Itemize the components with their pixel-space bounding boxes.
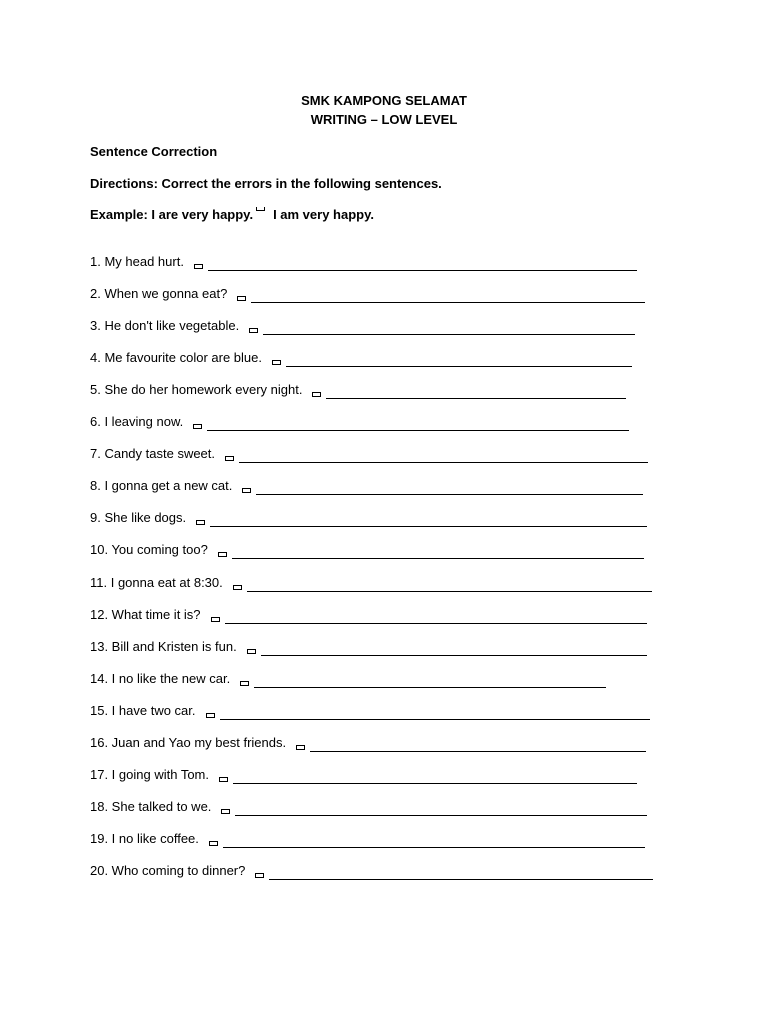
sentence-text: 15. I have two car.: [90, 702, 196, 718]
arrow-icon: [237, 296, 246, 301]
sentence-item: [90, 831, 645, 847]
sentence-item: [90, 542, 644, 558]
sentence-item: [90, 607, 647, 623]
sentence-text: 7. Candy taste sweet.: [90, 446, 216, 462]
arrow-icon: [218, 552, 227, 557]
answer-blank[interactable]: [269, 865, 653, 880]
arrow-icon: [221, 809, 230, 814]
sentence-text: 13. Bill and Kristen is fun.: [90, 638, 237, 654]
arrow-icon: [211, 617, 220, 622]
arrow-icon: [219, 777, 228, 782]
answer-blank[interactable]: [210, 512, 647, 527]
sentence-item: [90, 703, 650, 719]
sentence-text: 2. When we gonna eat?: [90, 286, 228, 302]
arrow-icon: [225, 456, 234, 461]
sentence-text: 18. She talked to we.: [90, 798, 212, 814]
arrow-icon: [206, 713, 215, 718]
answer-blank[interactable]: [220, 705, 650, 720]
answer-blank[interactable]: [254, 673, 606, 688]
sentence-text: 3. He don't like vegetable.: [90, 318, 240, 334]
sentence-item: [90, 735, 646, 751]
answer-blank[interactable]: [326, 384, 626, 399]
sentence-item: [90, 286, 645, 302]
arrow-icon: [247, 649, 256, 654]
sentence-item: [90, 639, 647, 655]
sentence-item: [90, 350, 632, 366]
sentence-text: 9. She like dogs.: [90, 510, 187, 526]
arrow-icon: [255, 873, 264, 878]
arrow-icon: [312, 392, 321, 397]
arrow-icon: [194, 264, 203, 269]
sentence-text: 1. My head hurt.: [90, 254, 184, 269]
answer-blank[interactable]: [208, 256, 637, 271]
arrow-icon: [233, 585, 242, 590]
section-title: Sentence Correction: [90, 144, 218, 159]
sentence-item: [90, 414, 629, 430]
sentence-item: [90, 382, 626, 398]
sentence-item: [90, 318, 635, 334]
example-wrong: Example: I are very happy.: [90, 207, 254, 222]
arrow-icon: [209, 841, 218, 846]
sentence-text: 20. Who coming to dinner?: [90, 862, 246, 878]
answer-blank[interactable]: [286, 352, 632, 367]
example-line: [90, 207, 374, 223]
sentence-text: 5. She do her homework every night.: [90, 382, 303, 398]
arrow-icon: [193, 424, 202, 429]
sentence-text: 4. Me favourite color are blue.: [90, 350, 262, 366]
example-correct: I am very happy.: [273, 207, 374, 222]
sentence-item: [90, 799, 647, 815]
directions-text: Directions: Correct the errors in the following sentences.: [90, 176, 442, 191]
school-title: SMK KAMPONG SELAMAT: [301, 93, 467, 108]
arrow-icon: [196, 520, 205, 525]
answer-blank[interactable]: [263, 320, 635, 335]
arrow-icon: [256, 207, 265, 211]
answer-blank[interactable]: [207, 416, 629, 431]
worksheet-subtitle: WRITING – LOW LEVEL: [310, 112, 458, 127]
sentence-item: [90, 478, 643, 494]
sentence-item: [90, 863, 653, 879]
sentence-text: 19. I no like coffee.: [90, 830, 199, 846]
answer-blank[interactable]: [256, 480, 643, 495]
answer-blank[interactable]: [223, 833, 645, 848]
sentence-item: [90, 254, 637, 270]
sentence-text: 11. I gonna eat at 8:30.: [90, 574, 223, 590]
answer-blank[interactable]: [233, 769, 637, 784]
sentence-text: 14. I no like the new car.: [90, 670, 231, 686]
answer-blank[interactable]: [239, 448, 648, 463]
arrow-icon: [272, 360, 281, 365]
sentence-text: 12. What time it is?: [90, 606, 201, 622]
answer-blank[interactable]: [310, 737, 646, 752]
sentence-item: [90, 575, 652, 591]
sentence-item: [90, 446, 648, 462]
arrow-icon: [249, 328, 258, 333]
sentence-text: 6. I leaving now.: [90, 414, 184, 430]
sentence-text: 10. You coming too?: [90, 542, 208, 558]
sentence-item: [90, 767, 637, 783]
sentence-item: [90, 510, 647, 526]
arrow-icon: [240, 681, 249, 686]
sentence-text: 17. I going with Tom.: [90, 766, 209, 782]
sentence-text: 16. Juan and Yao my best friends.: [90, 734, 287, 750]
arrow-icon: [296, 745, 305, 750]
answer-blank[interactable]: [261, 641, 647, 656]
answer-blank[interactable]: [232, 544, 644, 559]
arrow-icon: [242, 488, 251, 493]
sentence-item: [90, 671, 606, 687]
answer-blank[interactable]: [235, 801, 647, 816]
answer-blank[interactable]: [225, 609, 647, 624]
answer-blank[interactable]: [251, 288, 645, 303]
answer-blank[interactable]: [247, 577, 652, 592]
sentence-text: 8. I gonna get a new cat.: [90, 478, 233, 494]
